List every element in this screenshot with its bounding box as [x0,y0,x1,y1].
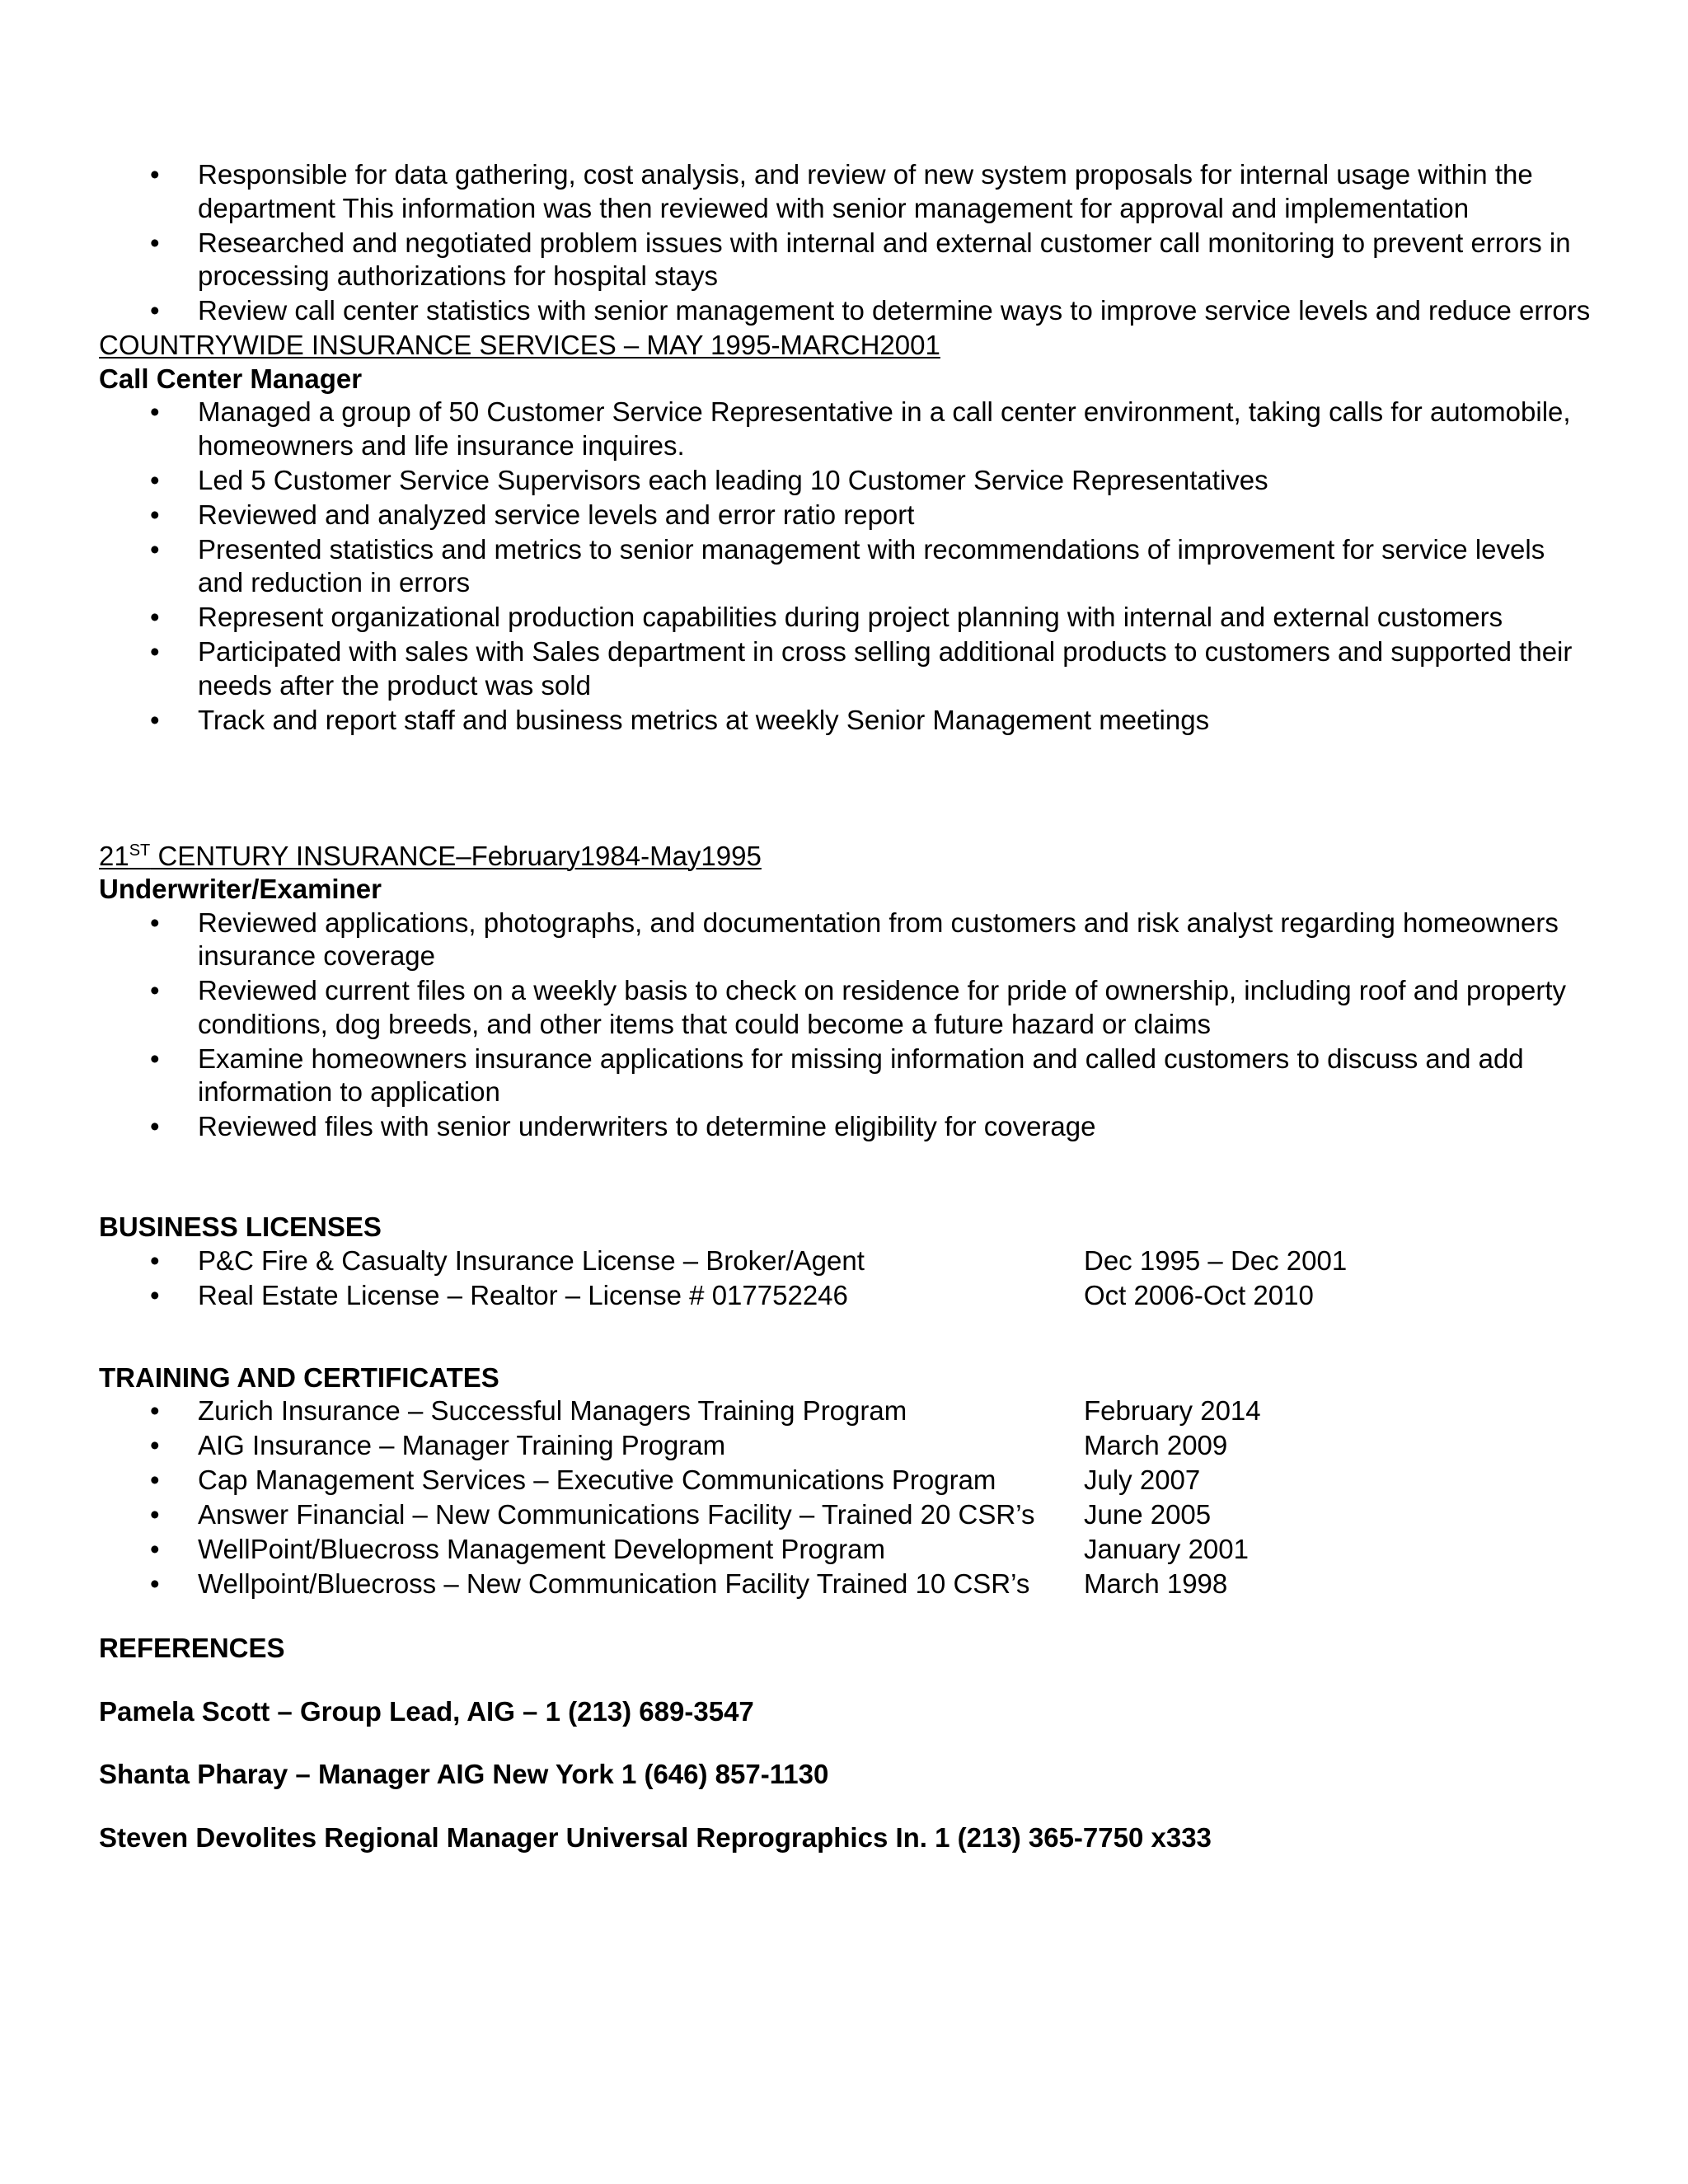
company-name-prefix: 21 [99,840,129,871]
training-date: March 1998 [1084,1568,1228,1599]
training-date: June 2005 [1084,1499,1212,1530]
ordinal-suffix: ST [129,841,151,860]
license-date: Oct 2006-Oct 2010 [1084,1279,1314,1310]
list-item: • Review call center statistics with senior management to determine ways to improve service levels and reduce errors [99,294,1591,328]
training-date: March 2009 [1084,1430,1228,1460]
reference-entry: Shanta Pharay – Manager AIG New York 1 (646) 857-1130 [99,1759,829,1789]
list-item: • Responsible for data gathering, cost analysis, and review of new system proposals for internal usage within the department This information was then reviewed with senior management for approval and implementation [99,158,1591,225]
reference-entry: Pamela Scott – Group Lead, AIG – 1 (213) 689-3547 [99,1695,754,1727]
training-date: July 2007 [1084,1465,1201,1495]
training-name: • Answer Financial – New Communications Facility – Trained 20 CSR’s [198,1499,1035,1530]
list-item: • Presented statistics and metrics to senior management with recommendations of improvement for service levels and reduction in errors [99,533,1591,600]
list-item [99,1429,1591,1463]
license-date: Dec 1995 – Dec 2001 [1084,1244,1348,1276]
list-item [99,1498,1591,1532]
spacer [99,1145,1591,1211]
license-name: • P&C Fire & Casualty Insurance License – Broker/Agent [198,1244,865,1276]
list-item [99,1464,1591,1497]
list-item [99,1568,1591,1601]
training-date: February 2014 [1084,1395,1261,1426]
licenses-list [99,1244,1591,1313]
list-item [99,1533,1591,1567]
list-item: • Represent organizational production capabilities during project planning with internal and external customers [99,601,1591,635]
list-item: • Researched and negotiated problem issues with internal and external customer call monitoring to prevent errors in processing authorizations for hospital stays [99,227,1591,293]
company-heading-21st-century [99,840,1591,874]
job-title-call-center-manager: Call Center Manager [99,363,363,394]
spacer [99,738,1591,840]
countrywide-bullet-list [99,396,1591,737]
list-item [99,1244,1591,1278]
resume-page [99,158,1591,1884]
training-name: • Zurich Insurance – Successful Managers Training Program [198,1395,907,1426]
list-item: • Track and report staff and business metrics at weekly Senior Management meetings [99,704,1591,738]
training-date: January 2001 [1084,1534,1249,1564]
training-name: • Cap Management Services – Executive Communications Program [198,1465,996,1495]
reference-entry: Steven Devolites Regional Manager Universal Reprographics In. 1 (213) 365-7750 x333 [99,1821,1212,1853]
company-name-rest: CENTURY INSURANCE–February1984-May1995 [150,840,762,871]
spacer [99,1602,1591,1632]
list-item: • Managed a group of 50 Customer Service Representative in a call center environment, taking calls for automobile, homeowners and life insurance inquires. [99,396,1591,462]
list-item: • Participated with sales with Sales department in cross selling additional products to customers and supported their needs after the product was sold [99,635,1591,702]
training-name: • WellPoint/Bluecross Management Development Program [198,1534,885,1564]
training-list [99,1394,1591,1601]
list-item [99,1394,1591,1428]
company-heading-countrywide: COUNTRYWIDE INSURANCE SERVICES – MAY 1995-MARCH2001 [99,330,940,360]
spacer [99,1314,1591,1361]
spacer [99,1666,1591,1695]
list-item: • Reviewed applications, photographs, and documentation from customers and risk analyst regarding homeowners insurance coverage [99,907,1591,973]
list-item: • Reviewed current files on a weekly basis to check on residence for pride of ownership, including roof and property conditions, dog breeds, and other items that could become a future hazard or claims [99,974,1591,1041]
list-item: • Led 5 Customer Service Supervisors each leading 10 Customer Service Representatives [99,464,1591,498]
training-name: • Wellpoint/Bluecross – New Communication Facility Trained 10 CSR’s [198,1568,1030,1599]
century-bullet-list [99,907,1591,1144]
list-item [99,1279,1591,1313]
job-title-underwriter: Underwriter/Examiner [99,874,382,904]
business-licenses-heading: BUSINESS LICENSES [99,1212,382,1242]
list-item: • Reviewed files with senior underwriters to determine eligibility for coverage [99,1110,1591,1144]
license-name: • Real Estate License – Realtor – License # 017752246 [198,1279,848,1310]
intro-bullet-list [99,158,1591,328]
references-heading: REFERENCES [99,1633,285,1663]
list-item: • Reviewed and analyzed service levels and error ratio report [99,499,1591,532]
training-name: • AIG Insurance – Manager Training Program [198,1430,726,1460]
training-certificates-heading: TRAINING AND CERTIFICATES [99,1361,499,1393]
list-item: • Examine homeowners insurance applications for missing information and called customers to discuss and add information to application [99,1043,1591,1109]
